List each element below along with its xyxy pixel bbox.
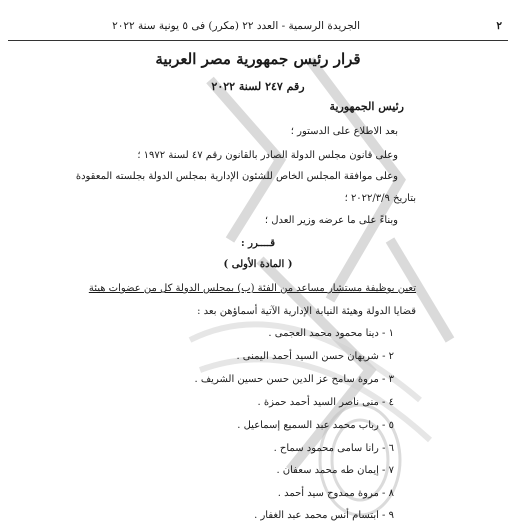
- decree-title: قرار رئيس جمهورية مصر العربية: [155, 50, 361, 68]
- article-title: ( المادة الأولى ): [223, 259, 293, 270]
- header-divider: [8, 40, 508, 41]
- list-item: ٩ - ابتسام أنس محمد عبد الغفار .: [254, 510, 394, 521]
- article-text-line: قضايا الدولة وهيئة النيابة الإدارية الآتية أسماؤهن بعد :: [197, 306, 416, 317]
- preamble-line: وعلى موافقة المجلس الخاص للشئون الإدارية بمجلس الدولة بجلسته المعقودة: [75, 171, 398, 182]
- list-item: ٣ - مروة سامح عز الدين حسن حسين الشريف .: [194, 374, 394, 385]
- list-item: ٤ - منى ناصر السيد أحمد حمزة .: [257, 397, 394, 408]
- gazette-issue-line: الجريدة الرسمية - العدد ٢٢ (مكرر) فى ٥ يونية سنة ٢٠٢٢: [112, 20, 360, 32]
- preamble-line: بعد الاطلاع على الدستور ؛: [290, 126, 398, 137]
- list-item: ١ - دينا محمود محمد العجمى .: [268, 328, 394, 339]
- preamble-line: وبناءً على ما عرضه وزير العدل ؛: [264, 215, 398, 226]
- list-item: ٥ - رباب محمد عبد السميع إسماعيل .: [237, 420, 394, 431]
- issuer: رئيس الجمهورية: [329, 100, 404, 113]
- list-item: ٢ - شريهان حسن السيد أحمد اليمنى .: [236, 351, 394, 362]
- gazette-header: [8, 20, 502, 36]
- decided-heading: قــــرر :: [240, 238, 276, 249]
- list-item: ٧ - إيمان طه محمد سعفان .: [276, 465, 394, 476]
- list-item: ٦ - رانا سامى محمود سماح .: [273, 443, 394, 454]
- preamble-line: بتاريخ ٢٠٢٢/٣/٩ ؛: [344, 193, 416, 204]
- page-number: ٢: [496, 20, 502, 32]
- decree-number: رقم ٢٤٧ لسنة ٢٠٢٢: [211, 80, 305, 93]
- article-text-line: تعين بوظيفة مستشار مساعد من الفئة (ب) بمجلس الدولة كل من عضوات هيئة: [88, 283, 416, 294]
- preamble-line: وعلى قانون مجلس الدولة الصادر بالقانون رقم ٤٧ لسنة ١٩٧٢ ؛: [137, 150, 398, 161]
- list-item: ٨ - مروة ممدوح سيد أحمد .: [277, 488, 394, 499]
